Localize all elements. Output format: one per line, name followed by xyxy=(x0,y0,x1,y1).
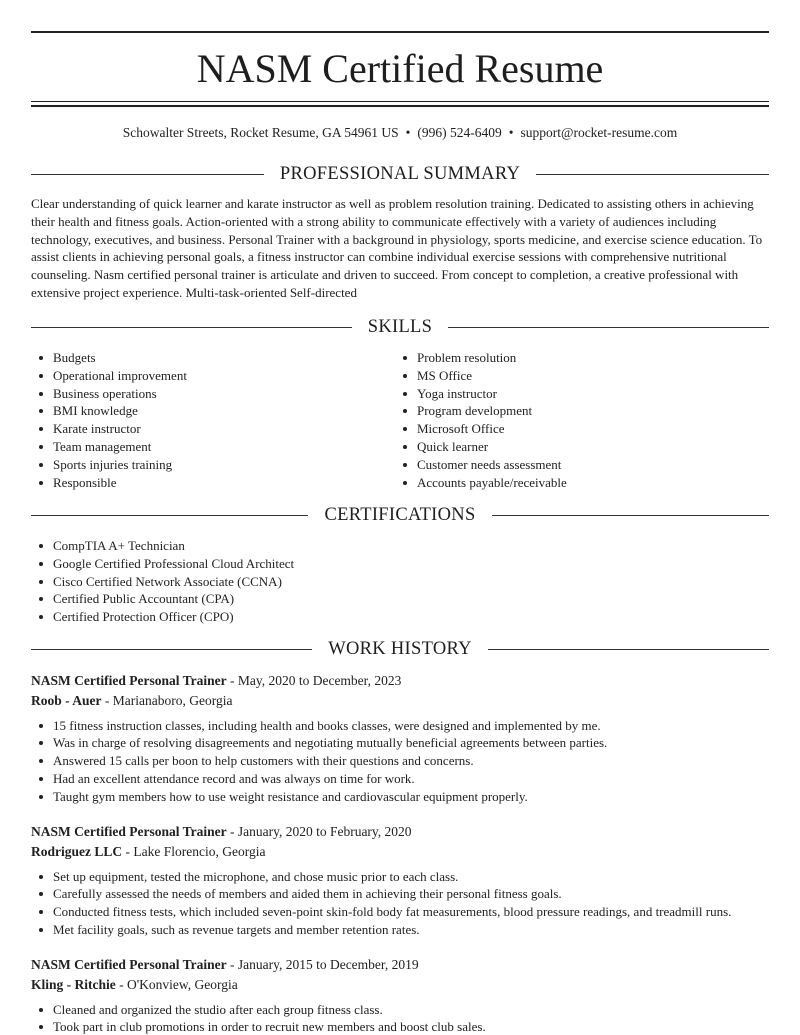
job-bullet: Met facility goals, such as revenue targets and member retention rates. xyxy=(31,921,769,939)
job-entry xyxy=(31,822,769,939)
job-location: - Lake Florencio, Georgia xyxy=(122,843,266,859)
job-location: - Marianaboro, Georgia xyxy=(101,692,233,708)
heading-rule-right xyxy=(448,327,769,328)
heading-rule-left xyxy=(31,515,308,516)
skill-item: Sports injuries training xyxy=(31,456,391,474)
section-title: CERTIFICATIONS xyxy=(324,505,476,525)
skill-item: Program development xyxy=(395,402,755,420)
heading-rule-right xyxy=(536,174,769,175)
resume-title: NASM Certified Resume xyxy=(196,46,604,91)
skill-item: Responsible xyxy=(31,474,391,492)
certification-item: CompTIA A+ Technician xyxy=(31,537,769,555)
job-company-line xyxy=(31,691,769,710)
top-rule xyxy=(31,31,769,33)
skill-item: Accounts payable/receivable xyxy=(395,474,755,492)
heading-rule-right xyxy=(492,515,769,516)
job-title-line xyxy=(31,822,769,841)
skill-item: Customer needs assessment xyxy=(395,456,755,474)
job-bullets xyxy=(31,717,769,806)
heading-rule-left xyxy=(31,649,312,650)
skill-item: Microsoft Office xyxy=(395,420,755,438)
job-company: Roob - Auer xyxy=(31,692,102,708)
certification-item: Certified Public Accountant (CPA) xyxy=(31,590,769,608)
certifications-list xyxy=(31,537,769,626)
skill-item: Business operations xyxy=(31,385,391,403)
job-bullet: Was in charge of resolving disagreements and negotiating mutually beneficial agreements between parties. xyxy=(31,734,769,752)
job-title-line xyxy=(31,955,769,974)
job-dates: - January, 2015 to December, 2019 xyxy=(226,957,419,972)
skills-list-right xyxy=(395,349,755,491)
contact-email: support@rocket-resume.com xyxy=(520,125,678,140)
skill-item: BMI knowledge xyxy=(31,402,391,420)
section-heading-certifications xyxy=(31,503,769,527)
skill-item: Yoga instructor xyxy=(395,385,755,403)
certification-item: Certified Protection Officer (CPO) xyxy=(31,608,769,626)
job-title-line xyxy=(31,671,769,690)
job-entry xyxy=(31,955,769,1035)
job-dates: - May, 2020 to December, 2023 xyxy=(226,673,402,688)
section-heading-summary xyxy=(31,162,769,186)
job-bullets xyxy=(31,868,769,939)
job-bullet: Took part in club promotions in order to recruit new members and boost club sales. xyxy=(31,1018,769,1035)
skill-item: Operational improvement xyxy=(31,367,391,385)
job-bullet: Taught gym members how to use weight resistance and cardiovascular equipment properly. xyxy=(31,788,769,806)
skill-item: MS Office xyxy=(395,367,755,385)
job-title: NASM Certified Personal Trainer xyxy=(31,824,227,839)
contact-line xyxy=(31,124,769,142)
skill-item: Team management xyxy=(31,438,391,456)
heading-rule-left xyxy=(31,327,352,328)
summary-text: Clear understanding of quick learner and karate instructor as well as problem resolution training. Dedicated to assisting others in achieving their health and fitness goals. Action-oriented with a strong ability to communicate effectively with a variety of audiences including technology, executives, and business. Personal Trainer with a background in physiology, sports medicine, and exercise science education. To assist clients in achieving personal goals, a fitness instructor can combine individual exercise sessions with comprehensive nutritional counseling. Nasm certified personal trainer is articulate and driven to succeed. From concept to completion, a creative professional with extensive project experience. Multi-task-oriented Self-directed xyxy=(31,196,763,300)
job-company: Kling - Ritchie xyxy=(31,976,116,992)
job-company: Rodriguez LLC xyxy=(31,843,123,859)
skills-list-left xyxy=(31,349,391,491)
section-heading-work-history xyxy=(31,637,769,661)
job-company-line xyxy=(31,975,769,994)
job-entry xyxy=(31,671,769,805)
job-company-line xyxy=(31,842,769,861)
section-title: WORK HISTORY xyxy=(328,639,472,659)
job-bullet: Set up equipment, tested the microphone, and chose music prior to each class. xyxy=(31,868,769,886)
certification-item: Google Certified Professional Cloud Architect xyxy=(31,555,769,573)
job-bullet: Answered 15 calls per boon to help customers with their questions and concerns. xyxy=(31,752,769,770)
job-bullet: Had an excellent attendance record and was always on time for work. xyxy=(31,770,769,788)
skill-item: Budgets xyxy=(31,349,391,367)
section-heading-skills xyxy=(31,315,769,339)
section-title: PROFESSIONAL SUMMARY xyxy=(279,164,521,184)
contact-address: Schowalter Streets, Rocket Resume, GA 54961 US xyxy=(122,125,399,140)
skill-item: Karate instructor xyxy=(31,420,391,438)
title-double-rule xyxy=(31,101,769,107)
job-title: NASM Certified Personal Trainer xyxy=(31,957,227,972)
job-bullet: Conducted fitness tests, which included seven-point skin-fold body fat measurements, blood pressure readings, and treadmill runs. xyxy=(31,903,769,921)
skill-item: Quick learner xyxy=(395,438,755,456)
contact-separator: • xyxy=(508,125,514,140)
job-bullets xyxy=(31,1001,769,1035)
job-bullet: Carefully assessed the needs of members and aided them in achieving their personal fitness goals. xyxy=(31,885,769,903)
job-bullet: 15 fitness instruction classes, including health and books classes, were designed and implemented by me. xyxy=(31,717,769,735)
job-title: NASM Certified Personal Trainer xyxy=(31,673,227,688)
heading-rule-right xyxy=(488,649,769,650)
heading-rule-left xyxy=(31,174,264,175)
job-dates: - January, 2020 to February, 2020 xyxy=(226,824,412,839)
job-bullet: Cleaned and organized the studio after each group fitness class. xyxy=(31,1001,769,1019)
contact-phone: (996) 524-6409 xyxy=(417,125,502,140)
skill-item: Problem resolution xyxy=(395,349,755,367)
certification-item: Cisco Certified Network Associate (CCNA) xyxy=(31,573,769,591)
section-title: SKILLS xyxy=(367,317,433,337)
job-location: - O'Konview, Georgia xyxy=(115,976,238,992)
contact-separator: • xyxy=(405,125,411,140)
